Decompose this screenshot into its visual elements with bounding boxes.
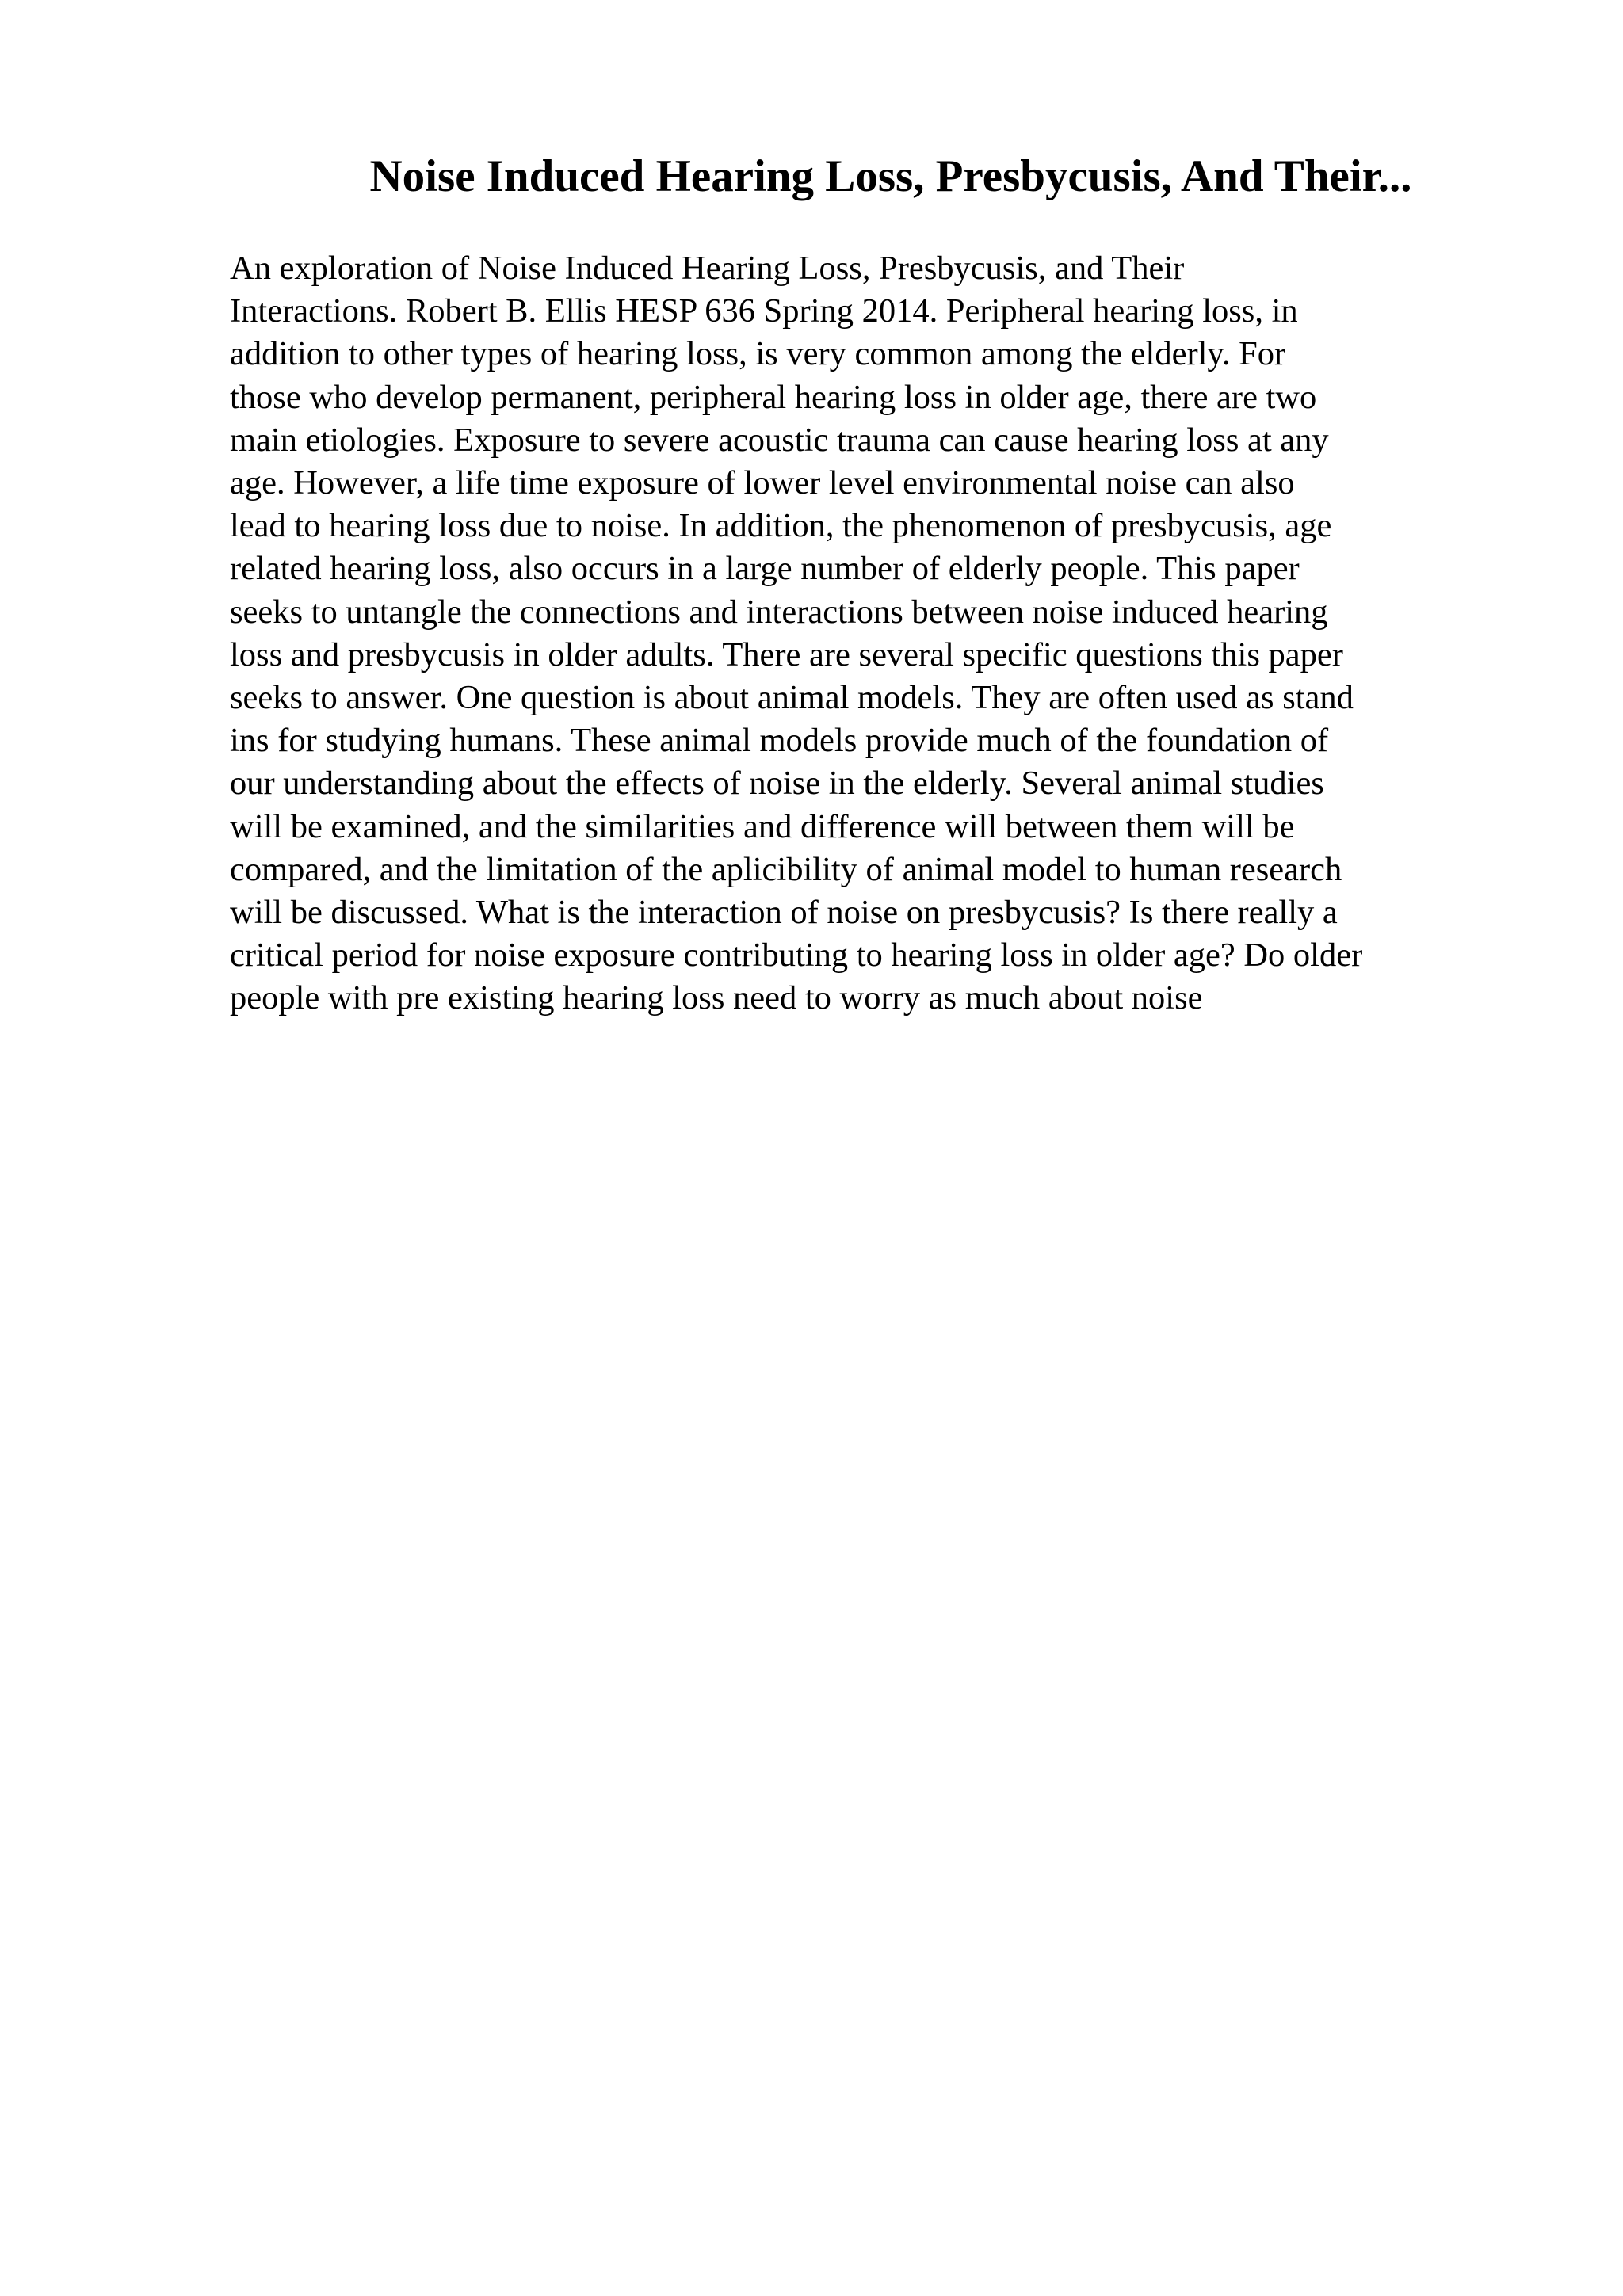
body-line: critical period for noise exposure contributing to hearing loss in older age? Do older [230,936,1363,974]
body-line: will be discussed. What is the interaction of noise on presbycusis? Is there really a [230,894,1338,932]
body-line: compared, and the limitation of the aplicibility of animal model to human research [230,850,1342,888]
body-line: people with pre existing hearing loss need to worry as much about noise [230,979,1203,1017]
body-line: age. However, a life time exposure of lower level environmental noise can also [230,464,1295,502]
body-line: addition to other types of hearing loss, is very common among the elderly. For [230,335,1286,373]
body-line: seeks to answer. One question is about animal models. They are often used as stand [230,679,1354,717]
body-line: loss and presbycusis in older adults. There are several specific questions this paper [230,635,1343,673]
body-line: Interactions. Robert B. Ellis HESP 636 Spring 2014. Peripheral hearing loss, in [230,292,1298,330]
document-body [230,247,1466,1020]
body-line: those who develop permanent, peripheral hearing loss in older age, there are two [230,378,1317,416]
body-line: lead to hearing loss due to noise. In addition, the phenomenon of presbycusis, age [230,507,1332,545]
body-line: ins for studying humans. These animal models provide much of the foundation of [230,722,1329,760]
body-line: our understanding about the effects of noise in the elderly. Several animal studies [230,765,1324,803]
body-line: related hearing loss, also occurs in a large number of elderly people. This paper [230,550,1300,588]
body-line: will be examined, and the similarities and difference will between them will be [230,807,1295,845]
document-title: Noise Induced Hearing Loss, Presbycusis, And Their... [369,151,1412,201]
body-line: main etiologies. Exposure to severe acoustic trauma can cause hearing loss at any [230,421,1329,459]
body-line: seeks to untangle the connections and interactions between noise induced hearing [230,593,1328,631]
body-line: An exploration of Noise Induced Hearing Loss, Presbycusis, and Their [230,250,1185,287]
